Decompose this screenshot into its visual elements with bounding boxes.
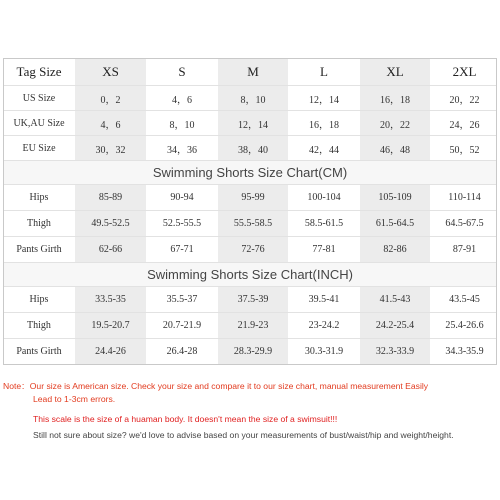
size-header-l: L <box>288 59 359 85</box>
table-cell: 52.5-55.5 <box>146 211 217 236</box>
table-cell: 34，36 <box>146 136 217 160</box>
note-line-1 <box>3 380 500 393</box>
table-cell: 24.2-25.4 <box>359 313 430 338</box>
row-label: Pants Girth <box>16 346 62 357</box>
table-cell: 100-104 <box>288 185 359 210</box>
table-cell: 72-76 <box>217 237 288 262</box>
table-cell: 4，6 <box>146 86 217 110</box>
table-cell: 95-99 <box>217 185 288 210</box>
table-cell: 30，32 <box>74 136 146 160</box>
inch-section-title: Swimming Shorts Size Chart(INCH) <box>4 262 496 286</box>
table-cell: 20，22 <box>430 86 498 110</box>
table-cell: 19.5-20.7 <box>74 313 146 338</box>
table-row <box>4 184 496 210</box>
table-cell: 50，52 <box>430 136 498 160</box>
table-cell: 24，26 <box>430 111 498 135</box>
table-cell: 77-81 <box>288 237 359 262</box>
table-row <box>4 110 496 135</box>
size-header-xl: XL <box>359 59 430 85</box>
table-cell: 30.3-31.9 <box>288 339 359 364</box>
table-cell: 16，18 <box>288 111 359 135</box>
table-cell: 12，14 <box>217 111 288 135</box>
table-cell: 55.5-58.5 <box>217 211 288 236</box>
note-prefix: Note： <box>3 381 30 391</box>
table-cell: 32.3-33.9 <box>359 339 430 364</box>
table-cell: 37.5-39 <box>217 287 288 312</box>
table-cell: 58.5-61.5 <box>288 211 359 236</box>
cm-section-title: Swimming Shorts Size Chart(CM) <box>4 160 496 184</box>
table-cell: 20，22 <box>359 111 430 135</box>
row-label: Hips <box>29 192 49 203</box>
table-cell: 82-86 <box>359 237 430 262</box>
table-cell: 8，10 <box>146 111 217 135</box>
table-cell: 25.4-26.6 <box>430 313 498 338</box>
table-cell: 41.5-43 <box>359 287 430 312</box>
table-row <box>4 286 496 312</box>
table-cell: 49.5-52.5 <box>74 211 146 236</box>
size-header-xs: XS <box>74 59 146 85</box>
table-cell: 23-24.2 <box>288 313 359 338</box>
table-cell: 24.4-26 <box>74 339 146 364</box>
note-text-american-size: Our size is American size. Check your size and compare it to our size chart, manual measurement Easily <box>29 381 429 391</box>
size-header-s: S <box>146 59 217 85</box>
size-notes <box>3 380 500 442</box>
table-cell: 62-66 <box>74 237 146 262</box>
note-line-3: This scale is the size of a huaman body. It doesn't mean the size of a swimsuit!!! <box>33 414 338 424</box>
table-cell: 26.4-28 <box>146 339 217 364</box>
table-cell: 46，48 <box>359 136 430 160</box>
row-label: Hips <box>29 294 49 305</box>
table-cell: 33.5-35 <box>74 287 146 312</box>
row-label: Thigh <box>27 218 51 229</box>
table-cell: 61.5-64.5 <box>359 211 430 236</box>
table-cell: 21.9-23 <box>217 313 288 338</box>
table-row <box>4 210 496 236</box>
table-cell: 20.7-21.9 <box>146 313 217 338</box>
table-cell: 28.3-29.9 <box>217 339 288 364</box>
table-cell: 64.5-67.5 <box>430 211 498 236</box>
table-cell: 34.3-35.9 <box>430 339 498 364</box>
table-cell: 85-89 <box>74 185 146 210</box>
row-label: US Size <box>22 92 56 104</box>
size-header-2xl: 2XL <box>430 59 498 85</box>
tag-size-label: Tag Size <box>16 64 62 79</box>
size-header-m: M <box>217 59 288 85</box>
row-label: UK,AU Size <box>13 117 65 129</box>
table-cell: 38，40 <box>217 136 288 160</box>
table-row <box>4 236 496 262</box>
row-label: Pants Girth <box>16 244 62 255</box>
table-cell: 35.5-37 <box>146 287 217 312</box>
note-line-4: Still not sure about size? we'd love to advise based on your measurements of bust/waist/hip and weight/height. <box>33 430 454 440</box>
table-row <box>4 85 496 110</box>
table-cell: 42，44 <box>288 136 359 160</box>
tag-size-header-row <box>4 59 496 85</box>
table-cell: 16，18 <box>359 86 430 110</box>
note-line-2: Lead to 1-3cm errors. <box>33 394 116 404</box>
table-cell: 0，2 <box>74 86 146 110</box>
row-label: Thigh <box>27 320 51 331</box>
table-cell: 110-114 <box>430 185 498 210</box>
table-row <box>4 135 496 160</box>
table-cell: 39.5-41 <box>288 287 359 312</box>
row-label: EU Size <box>22 142 56 154</box>
table-cell: 12，14 <box>288 86 359 110</box>
table-cell: 105-109 <box>359 185 430 210</box>
table-row <box>4 338 496 364</box>
table-cell: 67-71 <box>146 237 217 262</box>
table-cell: 87-91 <box>430 237 498 262</box>
table-cell: 8，10 <box>217 86 288 110</box>
table-cell: 4，6 <box>74 111 146 135</box>
table-row <box>4 312 496 338</box>
table-cell: 43.5-45 <box>430 287 498 312</box>
table-cell: 90-94 <box>146 185 217 210</box>
size-chart-table <box>3 58 497 365</box>
